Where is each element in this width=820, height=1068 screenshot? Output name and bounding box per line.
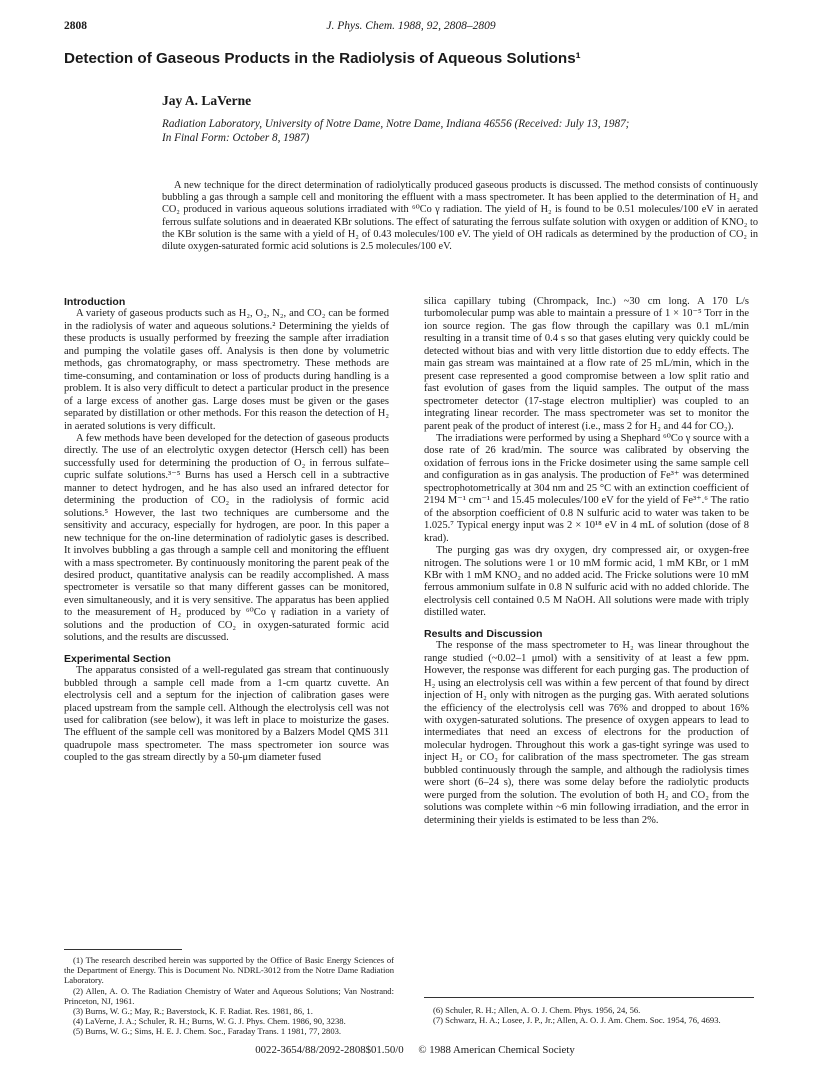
footnote-divider <box>64 949 182 950</box>
copyright: © 1988 American Chemical Society <box>418 1044 575 1056</box>
paragraph: A few methods have been developed for the detection of gaseous products directly. The use of an electrolytic oxygen detector (Hersch cell) has been successfully used for determining the production of O₂ in ferrous sulfate–cupric sulfate solutions.³⁻⁵ Burns has used a Hersch cell in a subtractive manner to detect hydrogen, and he has also used an infrared detector for determining the production of CO₂ in the radiolysis of formic acid solutions.⁵ However, the last two techniques are cumbersome and the sensitivity and accuracy, especially for hydrogen, are poor. In this paper a new technique for the on-line determination of radiolytic gases is described. It involves bubbling a gas through a sample cell and monitoring the effluent with a mass spectrometer. By continuously monitoring the parent peak of the desired product, quantitative analysis can be readily accomplished. A mass spectrometer is versatile so that many different gasses can be monitored, even simultaneously, and it is very sensitive. The apparatus has been applied to the measurement of H₂ produced by ⁶⁰Co γ radiation in a variety of solutions and the production of CO₂ in oxygen-saturated formic acid solutions, and the results are discussed. <box>64 432 389 644</box>
paragraph: The response of the mass spectrometer to H₂ was linear throughout the range studied (~0.02–1 μmol) with a sensitivity of at least a few ppm. However, the response was different for each purging gas. The production of H₂ using an electrolysis cell was within a few percent of that found by direct injection of H₂ only with nitrogen as the purging gas. With aerated solutions the efficiency of the electrolysis cell was 76% and dropped to about 16% with oxygen-saturated solutions. The presence of oxygen appears to lead to intermediates that need an excess of electrons for the production of molecular hydrogen. Throughout this work a gas-tight syringe was used to inject H₂ or CO₂ for calibration of the mass spectrometer. The gas stream bubbled continuously through the sample, and although the radiolysis times were short (6–24 s), there was some delay before the radiolytic products were purged from the solution. The evolution of both H₂ and CO₂ from the solutions was complete within ~6 min following irradiation, and the error in determining their yields is estimated to be less than 2%. <box>424 640 749 826</box>
footnote: (6) Schuler, R. H.; Allen, A. O. J. Chem. Phys. 1956, 24, 56. <box>433 1005 641 1015</box>
footnote: (4) LaVerne, J. A.; Schuler, R. H.; Burns, W. G. J. Phys. Chem. 1986, 90, 3238. <box>73 1016 346 1027</box>
running-header <box>64 20 758 36</box>
footnote: (2) Allen, A. O. The Radiation Chemistry of Water and Aqueous Solutions; Van Nostrand: Princeton, NJ, 1961. <box>64 985 394 1006</box>
paragraph: A variety of gaseous products such as H₂, O₂, N₂, and CO₂ can be formed in the radiolysis of water and aqueous solutions.² Determining the yields of these products is usually performed by freezing the sample after irradiation and pumping the volatile gases off. Analysis is then done by volumetric methods, gas chromatography, or mass spectrometry. These methods are time-consuming, and contamination or loss of products during handling is a problem. It is also very difficult to detect a particular product in the presence of a large excess of another gas. Large doses must be given or the gases separated by distillation or other methods. For this reason the detection of H₂ in aerated solutions is very difficult. <box>64 308 389 432</box>
page-number: 2808 <box>64 20 87 32</box>
affiliation-line: Radiation Laboratory, University of Notre Dame, Notre Dame, Indiana 46556 (Received: July 13, 1987; <box>162 118 630 130</box>
footnote: (7) Schwarz, H. A.; Losee, J. P., Jr.; Allen, A. O. J. Am. Chem. Soc. 1954, 76, 4693. <box>433 1015 721 1026</box>
section-heading-introduction: Introduction <box>64 296 126 308</box>
footnote: (3) Burns, W. G.; May, R.; Baverstock, K. F. Radiat. Res. 1981, 86, 1. <box>73 1006 313 1017</box>
affiliation-line: In Final Form: October 8, 1987) <box>162 131 310 144</box>
abstract <box>162 180 758 253</box>
footnote: (5) Burns, W. G.; Sims, H. E. J. Chem. Soc., Faraday Trans. 1 1981, 77, 2803. <box>73 1026 342 1037</box>
paragraph: The irradiations were performed by using a Shephard ⁶⁰Co γ source with a dose rate of 26 krad/min. The source was calibrated by observing the oxidation of ferrous ions in the Fricke dosimeter using the same sample cell and configuration as in gas analysis. The production of Fe³⁺ was determined spectrophotometrically at 304 nm and 25 °C with an extinction coefficient of 2194 M⁻¹ cm⁻¹ and 15.45 molecules/100 eV for the yield of Fe³⁺.⁶ The ratio of the absorption coefficient of 0.8 N sulfuric acid to water was taken to be 1.025.⁷ Typical energy input was 2 × 10¹⁸ eV in 4 mL of solution (dose of 8 krad). <box>424 432 749 544</box>
abstract-text: A new technique for the direct determination of radiolytically produced gaseous products is discussed. The method consists of continuously bubbling a gas through a sample cell and monitoring the effluent with a mass spectrometer. It has been applied to the determination of H₂ and CO₂ produced in various aqueous solutions irradiated with ⁶⁰Co γ radiation. The yield of H₂ is found to be 0.51 molecules/100 eV in aerated ferrous sulfate solutions and in deaerated KBr solutions. The effect of saturating the ferrous sulfate solution with oxygen or addition of KNO₂ to the KBr solution is the same with a yield of H₂ of 0.43 molecules/100 eV. The yield of OH radicals as determined by the production of CO₂ in dilute oxygen-saturated formic acid solutions is 2.5 molecules/100 eV. <box>162 180 758 253</box>
article-code: 0022-3654/88/2092-2808$01.50/0 <box>255 1044 404 1056</box>
paragraph: The apparatus consisted of a well-regulated gas stream that continuously bubbled through a sample cell made from a 1-cm quartz cuvette. An electrolysis cell and a septum for the injection of calibration gases were placed upstream from the sample cell. Although the electrolysis cell was not used for calibration (see below), it was left in place to moisturize the gases. The effluent of the sample cell was monitored by a Balzers Model QMS 311 quadrupole mass spectrometer. The mass spectrometer ion source was coupled to the gas stream directly by a 50-μm diameter fused <box>64 665 389 764</box>
footnotes-left <box>64 955 394 1037</box>
article-title: Detection of Gaseous Products in the Radiolysis of Aqueous Solutions¹ <box>64 50 581 67</box>
page-footer <box>180 1044 650 1056</box>
journal-citation: J. Phys. Chem. 1988, 92, 2808–2809 <box>326 20 496 32</box>
right-column <box>424 296 749 827</box>
footnote-divider <box>424 997 754 998</box>
footnote: (1) The research described herein was supported by the Office of Basic Energy Sciences of the Department of Energy. This is Document No. NDRL-3012 from the Notre Dame Radiation Laboratory. <box>64 955 394 986</box>
left-column <box>64 296 389 765</box>
footnotes-right <box>424 1005 754 1025</box>
affiliation <box>162 118 762 145</box>
section-heading-results: Results and Discussion <box>424 627 543 640</box>
author-name: Jay A. LaVerne <box>162 93 252 108</box>
section-heading-experimental: Experimental Section <box>64 652 171 665</box>
paragraph: silica capillary tubing (Chrompack, Inc.) ~30 cm long. A 170 L/s turbomolecular pump was able to maintain a pressure of 1 × 10⁻⁵ Torr in the ion source region. The gas flow through the capillary was 0.1 mL/min resulting in a transit time of 0.4 s so that gases eluting very quickly could be detected without bias and with very little distortion due to eddy effects. The main gas stream was maintained at a flow rate of 25 mL/min, which in the present case represented a good compromise between a low split ratio and fast evolution of gases from the liquid samples. The output of the mass spectrometer detector (17-stage electron multiplier) was coupled to an integrating linear recorder. The mass spectrometer was set to monitor the parent peak of the product of interest (i.e., mass 2 for H₂ and 44 for CO₂). <box>424 296 749 432</box>
paragraph: The purging gas was dry oxygen, dry compressed air, or oxygen-free nitrogen. The solutions were 1 or 10 mM formic acid, 1 mM KBr, or 1 mM KBr with 1 mM KNO₂ and no added acid. The Fricke solutions were 10 mM ferrous ammonium sulfate in 0.8 N sulfuric acid with no added chloride. The electrolysis cell contained 0.5 M NaOH. All solutions were made with triply distilled water. <box>424 545 749 619</box>
